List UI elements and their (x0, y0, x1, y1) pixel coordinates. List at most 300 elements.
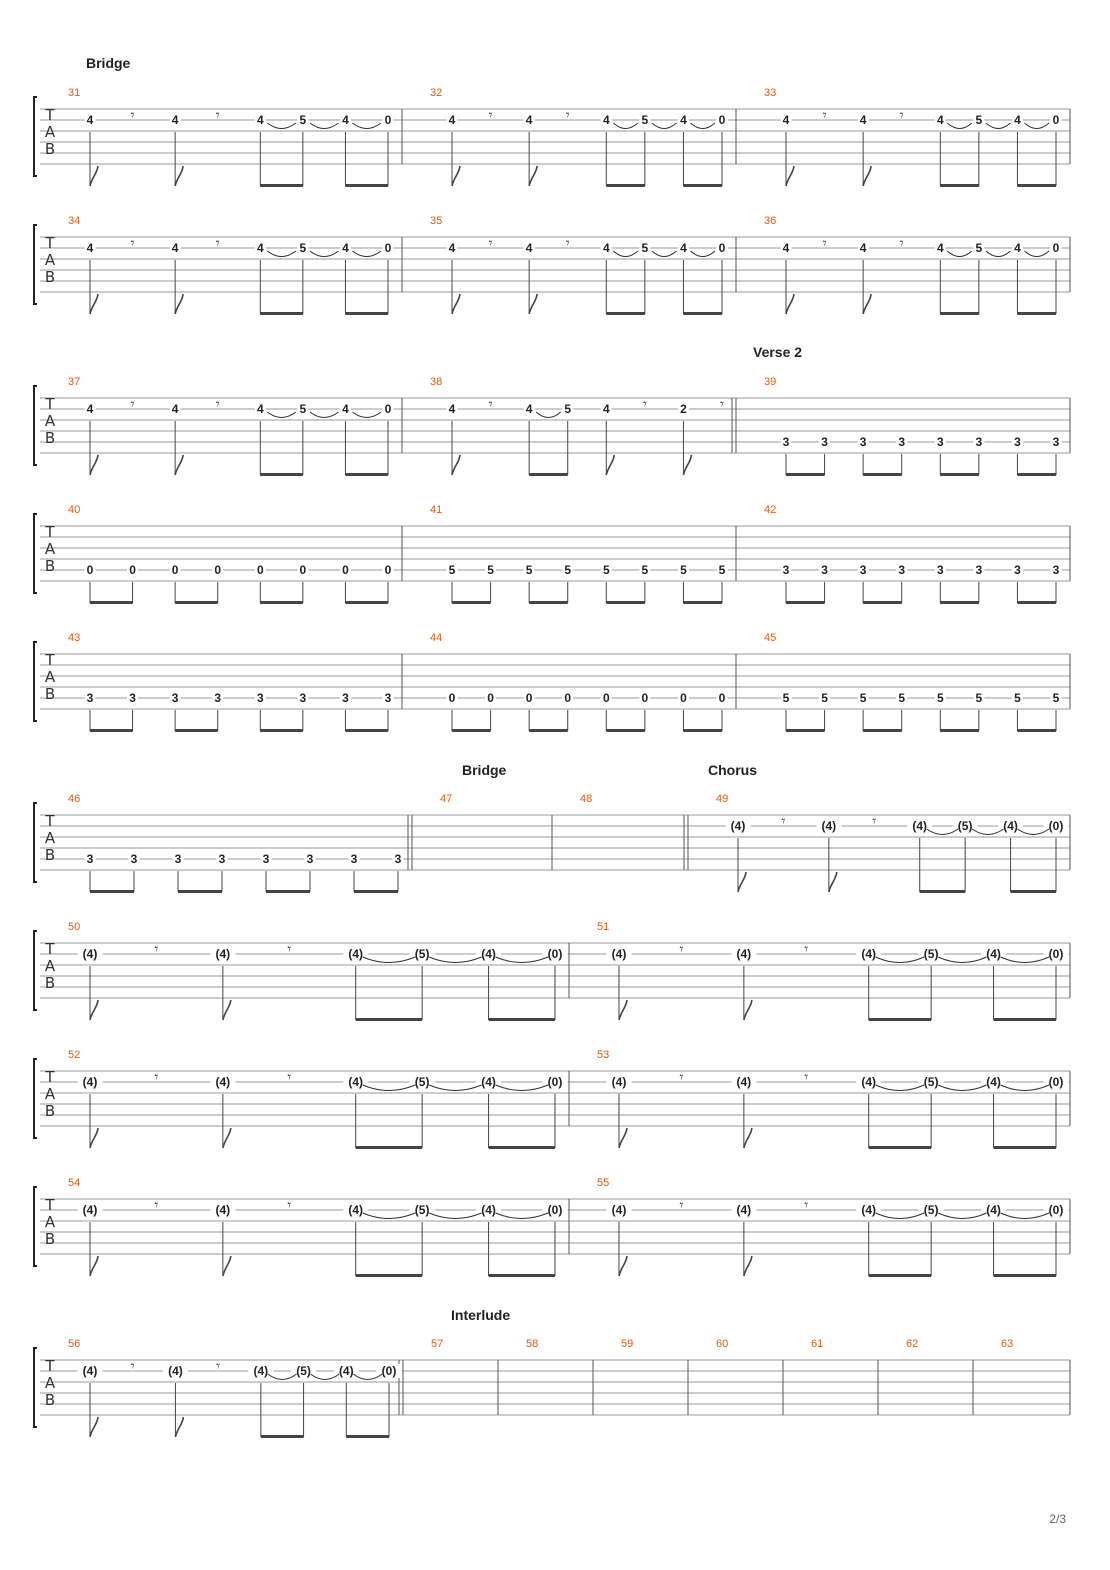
note-beam (683, 312, 722, 315)
fret-number: 3 (214, 691, 222, 705)
fret-number: 5 (898, 691, 906, 705)
tie-arc (613, 251, 638, 257)
eighth-rest: 𝄾 (154, 940, 159, 958)
note-beam (266, 890, 310, 893)
eighth-rest: 𝄾 (720, 395, 724, 413)
fret-number: 0 (718, 113, 726, 127)
ghost-note: (4) (253, 1364, 269, 1378)
tab-clef-letter: A (44, 123, 56, 141)
fret-number: 3 (936, 435, 944, 449)
fret-number: 4 (936, 113, 944, 127)
measure (1001, 1338, 1070, 1415)
tie-arc (876, 957, 924, 963)
tab-clef-letter: A (44, 957, 56, 975)
ghost-note: (4) (215, 1203, 231, 1217)
fret-number: 4 (448, 113, 456, 127)
eighth-rest: 𝄾 (130, 395, 135, 413)
tab-system (34, 793, 1070, 893)
measure-number: 63 (1001, 1338, 1014, 1350)
measure-number: 45 (764, 632, 777, 644)
tab-clef-letter: B (44, 1102, 56, 1120)
fret-number: 0 (1052, 113, 1060, 127)
note-beam (529, 601, 568, 604)
tie-arc (1024, 123, 1049, 129)
tab-clef-letter: B (44, 846, 56, 864)
page-number: 2/3 (1049, 1512, 1066, 1526)
measure-number: 54 (68, 1177, 81, 1189)
measure (764, 215, 1070, 315)
ghost-note: (4) (912, 819, 928, 833)
eighth-flag (175, 294, 183, 314)
fret-number: 4 (782, 113, 790, 127)
note-beam (606, 312, 645, 315)
tie-arc (352, 412, 381, 418)
note-beam (261, 1435, 304, 1438)
note-beam (683, 601, 722, 604)
eighth-rest: 𝄾 (215, 106, 220, 124)
fret-number: 3 (782, 435, 790, 449)
fret-number: 4 (859, 113, 867, 127)
fret-number: 0 (214, 563, 222, 577)
eighth-flag (606, 455, 614, 475)
fret-number: 4 (171, 241, 179, 255)
fret-number: 3 (262, 852, 270, 866)
note-beam (175, 601, 218, 604)
tab-system (34, 504, 1070, 604)
ghost-note: (4) (82, 1203, 98, 1217)
fret-number: 3 (821, 563, 828, 577)
tie-arc (267, 123, 296, 129)
tie-arc (1001, 957, 1049, 963)
measure (68, 504, 402, 604)
ghost-note: (4) (82, 1075, 98, 1089)
tie-arc (690, 251, 715, 257)
fret-number: 3 (129, 691, 136, 705)
system-bracket (34, 225, 37, 304)
tab-clef-letter: T (45, 1068, 55, 1086)
note-beam (606, 601, 645, 604)
tab-clef-letter: T (45, 812, 55, 830)
eighth-rest: 𝄾 (804, 940, 809, 958)
note-beam (489, 1018, 555, 1021)
tie-arc (496, 1085, 548, 1091)
tab-clef-letter: T (45, 651, 55, 669)
note-beam (1017, 184, 1056, 187)
fret-number: 0 (680, 691, 687, 705)
fret-number: 3 (218, 852, 226, 866)
ghost-note: (4) (481, 1075, 496, 1089)
section-label: Interlude (451, 1307, 511, 1323)
fret-number: 0 (129, 563, 136, 577)
tie-arc (496, 957, 548, 963)
system-bracket (34, 97, 37, 176)
ghost-note: (5) (923, 1203, 939, 1217)
note-beam (260, 473, 303, 476)
eighth-flag (619, 1256, 627, 1276)
tab-clef-letter: A (44, 1374, 56, 1392)
fret-number: 5 (564, 402, 572, 416)
eighth-rest: 𝄾 (872, 812, 877, 830)
note-beam (1017, 312, 1056, 315)
ghost-note: (4) (736, 1075, 752, 1089)
tie-arc (267, 251, 296, 257)
fret-number: 4 (602, 113, 610, 127)
ghost-note: (4) (861, 1075, 877, 1089)
fret-number: 4 (342, 402, 349, 416)
note-beam (356, 1274, 422, 1277)
measure-number: 56 (68, 1338, 81, 1350)
note-beam (786, 601, 825, 604)
tab-clef-letter: T (45, 395, 55, 413)
tie-arc (938, 1213, 986, 1219)
ghost-note: (5) (414, 947, 430, 961)
ghost-note: (4) (821, 819, 837, 833)
measure-number: 38 (430, 376, 443, 388)
ghost-note: (5) (923, 1075, 939, 1089)
fret-number: 4 (525, 402, 533, 416)
ghost-note: (4) (986, 1075, 1001, 1089)
fret-number: 3 (171, 691, 179, 705)
ghost-note: (4) (338, 1364, 354, 1378)
eighth-rest: 𝄾 (899, 106, 904, 124)
fret-number: 0 (1052, 241, 1060, 255)
measure-number: 50 (68, 921, 81, 933)
eighth-flag (863, 294, 871, 314)
eighth-flag (786, 166, 794, 186)
eighth-flag (90, 455, 98, 475)
system-bracket (34, 1059, 37, 1138)
measure (906, 1338, 973, 1415)
eighth-rest: 𝄾 (679, 1196, 684, 1214)
note-beam (920, 890, 965, 893)
measure-number: 48 (580, 793, 593, 805)
ghost-note: (0) (547, 1075, 563, 1089)
note-beam (345, 184, 388, 187)
fret-number: 3 (898, 563, 906, 577)
note-beam (452, 729, 491, 732)
measure (764, 376, 1070, 476)
fret-number: 3 (1014, 563, 1021, 577)
measure (580, 793, 688, 870)
ghost-note: (0) (1048, 819, 1064, 833)
ghost-note: (4) (168, 1364, 183, 1378)
note-beam (260, 601, 303, 604)
note-beam (940, 312, 979, 315)
note-beam (606, 184, 645, 187)
fret-number: 3 (174, 852, 182, 866)
ghost-note: (0) (1048, 1075, 1064, 1089)
tie-arc (652, 123, 677, 129)
ghost-note: (0) (547, 1203, 563, 1217)
fret-number: 4 (1014, 241, 1021, 255)
measure (430, 504, 736, 604)
tie-arc (536, 412, 561, 418)
fret-number: 5 (299, 241, 307, 255)
measure (811, 1338, 878, 1415)
tab-system (34, 1177, 1070, 1277)
note-beam (1011, 890, 1056, 893)
tab-clef-letter: B (44, 268, 56, 286)
note-beam (354, 890, 398, 893)
eighth-flag (90, 1000, 98, 1020)
tab-clef-letter: B (44, 1230, 56, 1248)
note-beam (345, 473, 388, 476)
tab-clef-letter: T (45, 940, 55, 958)
note-beam (863, 729, 902, 732)
note-beam (90, 729, 133, 732)
fret-number: 3 (975, 563, 983, 577)
eighth-rest: 𝄾 (679, 1068, 684, 1086)
fret-number: 3 (1014, 435, 1021, 449)
fret-number: 5 (641, 113, 649, 127)
tab-system (34, 632, 1070, 732)
note-beam (869, 1018, 931, 1021)
eighth-rest: 𝄾 (804, 1068, 809, 1086)
note-beam (345, 729, 388, 732)
eighth-flag (223, 1128, 231, 1148)
note-beam (1017, 729, 1056, 732)
ghost-note: (4) (215, 947, 231, 961)
ghost-note: (5) (923, 947, 939, 961)
note-beam (994, 1018, 1056, 1021)
measure-number: 61 (811, 1338, 824, 1350)
measure-number: 49 (716, 793, 729, 805)
tie-arc (1001, 1213, 1049, 1219)
tab-clef-letter: A (44, 668, 56, 686)
note-beam (869, 1146, 931, 1149)
eighth-rest: 𝄾 (822, 106, 827, 124)
ghost-note: (4) (611, 947, 627, 961)
eighth-rest: 𝄾 (130, 106, 135, 124)
eighth-flag (452, 294, 460, 314)
eighth-rest: 𝄾 (822, 234, 827, 252)
note-beam (356, 1018, 422, 1021)
fret-number: 3 (782, 563, 790, 577)
ghost-note: (4) (861, 1203, 877, 1217)
measure-number: 31 (68, 87, 81, 99)
measure-number: 44 (430, 632, 443, 644)
fret-number: 3 (898, 435, 906, 449)
fret-number: 5 (525, 563, 533, 577)
measure (764, 632, 1070, 732)
measure-number: 37 (68, 376, 81, 388)
fret-number: 0 (718, 241, 726, 255)
fret-number: 5 (782, 691, 790, 705)
eighth-flag (619, 1000, 627, 1020)
fret-number: 0 (299, 563, 307, 577)
eighth-rest: 𝄾 (565, 234, 570, 252)
eighth-rest: 𝄾 (287, 940, 292, 958)
fret-number: 0 (342, 563, 349, 577)
fret-number: 5 (975, 691, 983, 705)
fret-number: 3 (299, 691, 307, 705)
fret-number: 5 (680, 563, 687, 577)
fret-number: 4 (342, 113, 349, 127)
fret-number: 3 (342, 691, 349, 705)
note-beam (940, 184, 979, 187)
note-beam (346, 1435, 389, 1438)
note-beam (489, 1274, 555, 1277)
eighth-flag (529, 294, 537, 314)
tie-arc (876, 1213, 924, 1219)
note-beam (178, 890, 222, 893)
note-beam (175, 729, 218, 732)
note-beam (260, 729, 303, 732)
fret-number: 3 (256, 691, 264, 705)
fret-number: 0 (384, 113, 392, 127)
fret-number: 5 (641, 241, 649, 255)
measure-number: 35 (430, 215, 443, 227)
fret-number: 0 (487, 691, 494, 705)
note-beam (260, 312, 303, 315)
tie-arc (429, 1213, 481, 1219)
measure-number: 59 (621, 1338, 634, 1350)
ghost-note: (4) (986, 1203, 1001, 1217)
fret-number: 5 (859, 691, 867, 705)
eighth-rest: 𝄾 (488, 106, 493, 124)
note-beam (786, 473, 825, 476)
fret-number: 4 (256, 113, 264, 127)
tab-clef-letter: A (44, 1085, 56, 1103)
eighth-flag (863, 166, 871, 186)
fret-number: 3 (86, 852, 94, 866)
measure (597, 1049, 1070, 1149)
measure (430, 215, 736, 315)
eighth-flag (90, 1417, 98, 1437)
tie-arc (429, 1085, 481, 1091)
tab-system (34, 215, 1070, 315)
fret-number: 4 (936, 241, 944, 255)
section-label: Bridge (86, 55, 131, 71)
note-beam (489, 1146, 555, 1149)
eighth-flag (452, 166, 460, 186)
fret-number: 2 (680, 402, 687, 416)
tab-clef-letter: B (44, 557, 56, 575)
fret-number: 0 (171, 563, 179, 577)
measure (440, 793, 552, 870)
note-beam (345, 312, 388, 315)
fret-number: 5 (975, 241, 983, 255)
fret-number: 5 (975, 113, 983, 127)
eighth-flag (829, 872, 837, 892)
eighth-rest: 𝄾 (565, 106, 570, 124)
fret-number: 5 (641, 563, 649, 577)
fret-number: 4 (171, 113, 179, 127)
eighth-rest: 𝄾 (488, 395, 493, 413)
ghost-note: (5) (414, 1075, 430, 1089)
eighth-flag (175, 166, 183, 186)
fret-number: 4 (782, 241, 790, 255)
measure-number: 57 (431, 1338, 444, 1350)
fret-number: 4 (448, 402, 456, 416)
tie-arc (613, 123, 638, 129)
ghost-note: (5) (296, 1364, 311, 1378)
ghost-note: (4) (986, 947, 1001, 961)
tab-clef-letter: A (44, 1213, 56, 1231)
eighth-rest: 𝄾 (130, 1357, 135, 1375)
section-label: Chorus (708, 762, 757, 778)
eighth-rest: 𝄾 (642, 395, 647, 413)
tab-clef-letter: A (44, 540, 56, 558)
eighth-rest: 𝄾 (488, 234, 493, 252)
note-beam (606, 729, 645, 732)
fret-number: 0 (448, 691, 456, 705)
measure (68, 376, 402, 476)
tab-clef-letter: B (44, 429, 56, 447)
measure-number: 52 (68, 1049, 81, 1061)
eighth-flag (683, 455, 691, 475)
ghost-note: (4) (348, 1203, 364, 1217)
fret-number: 5 (821, 691, 828, 705)
ghost-note: (4) (82, 947, 98, 961)
tie-arc (363, 957, 415, 963)
fret-number: 4 (525, 241, 533, 255)
fret-number: 4 (602, 402, 610, 416)
tie-arc (938, 1085, 986, 1091)
measure (431, 1338, 498, 1415)
ghost-note: (4) (82, 1364, 98, 1378)
fret-number: 5 (602, 563, 610, 577)
measure-number: 34 (68, 215, 81, 227)
fret-number: 5 (564, 563, 572, 577)
tab-system (34, 1049, 1070, 1149)
note-beam (683, 184, 722, 187)
fret-number: 5 (1014, 691, 1021, 705)
tab-clef-letter: A (44, 829, 56, 847)
eighth-rest: 𝄾 (287, 1196, 292, 1214)
system-bracket (34, 803, 37, 882)
note-beam (940, 601, 979, 604)
note-beam (863, 473, 902, 476)
measure (68, 1338, 403, 1438)
fret-number: 3 (130, 852, 138, 866)
tab-clef-letter: B (44, 140, 56, 158)
fret-number: 5 (936, 691, 944, 705)
fret-number: 3 (350, 852, 358, 866)
ghost-note: (4) (1003, 819, 1018, 833)
ghost-note: (4) (481, 947, 496, 961)
section-label: Verse 2 (753, 344, 803, 360)
fret-number: 4 (525, 113, 533, 127)
tab-clef-letter: A (44, 412, 56, 430)
ghost-note: (4) (348, 1075, 364, 1089)
eighth-flag (223, 1256, 231, 1276)
tab-clef-letter: B (44, 1391, 56, 1409)
eighth-rest: 𝄾 (287, 1068, 292, 1086)
fret-number: 0 (718, 691, 726, 705)
measure (621, 1338, 688, 1415)
note-beam (90, 890, 134, 893)
tie-arc (363, 1085, 415, 1091)
measure-number: 32 (430, 87, 443, 99)
fret-number: 5 (718, 563, 726, 577)
fret-number: 4 (86, 402, 94, 416)
note-beam (869, 1274, 931, 1277)
measure (68, 1049, 569, 1149)
note-beam (940, 729, 979, 732)
eighth-rest: 𝄾 (154, 1068, 159, 1086)
eighth-flag (744, 1000, 752, 1020)
ghost-note: (4) (611, 1075, 627, 1089)
eighth-flag (529, 166, 537, 186)
tab-clef-letter: T (45, 1196, 55, 1214)
note-beam (994, 1274, 1056, 1277)
measure (597, 1177, 1070, 1277)
eighth-flag (175, 455, 183, 475)
measure-number: 55 (597, 1177, 610, 1189)
eighth-flag (90, 1256, 98, 1276)
tab-system (34, 921, 1070, 1021)
